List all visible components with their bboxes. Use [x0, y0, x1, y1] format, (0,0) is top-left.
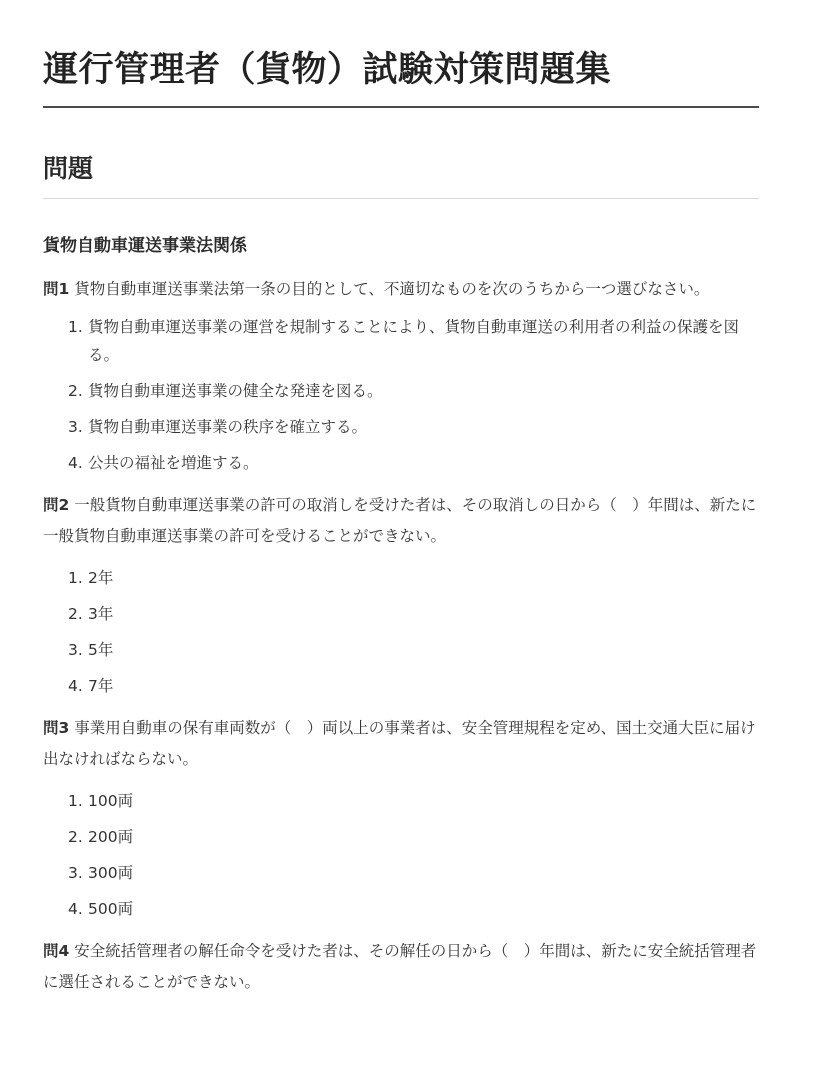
option-text: 3年: [88, 605, 114, 623]
question-3-option-1: [68, 787, 759, 815]
question-2-text: 一般貨物自動車運送事業の許可の取消しを受けた者は、その取消しの日から（ ）年間は、新たに一般貨物自動車運送事業の許可を受けることができない。: [43, 496, 757, 545]
option-text: 7年: [88, 677, 114, 695]
question-3-label: 問3: [43, 719, 70, 737]
category-title: 貨物自動車運送事業法関係: [43, 236, 247, 256]
question-2-option-2: [68, 600, 759, 628]
question-3-option-2: [68, 823, 759, 851]
option-text: 500両: [88, 900, 134, 918]
option-number: 2.: [68, 605, 83, 623]
question-3-text: 事業用自動車の保有車両数が（ ）両以上の事業者は、安全管理規程を定め、国土交通大臣に届け出なければならない。: [43, 719, 756, 768]
section-divider: [43, 198, 759, 199]
question-3-option-3: [68, 859, 759, 887]
section-title: 問題: [43, 154, 94, 183]
question-3: [43, 713, 759, 775]
question-1-option-2: [68, 377, 759, 405]
option-text: 200両: [88, 828, 134, 846]
option-number: 3.: [68, 641, 83, 659]
option-number: 2.: [68, 382, 83, 400]
option-text: 100両: [88, 792, 134, 810]
option-text: 公共の福祉を増進する。: [88, 454, 259, 472]
option-number: 3.: [68, 418, 83, 436]
question-2-label: 問2: [43, 496, 70, 514]
question-2-option-3: [68, 636, 759, 664]
document-title: 運行管理者（貨物）試験対策問題集: [43, 50, 612, 90]
question-4-label: 問4: [43, 942, 70, 960]
question-1-option-4: [68, 449, 759, 477]
option-number: 1.: [68, 569, 83, 587]
option-number: 4.: [68, 677, 83, 695]
question-4: [43, 936, 759, 998]
question-2: [43, 490, 759, 552]
option-text: 2年: [88, 569, 114, 587]
question-1-text: 貨物自動車運送事業法第一条の目的として、不適切なものを次のうちから一つ選びなさい。: [69, 280, 710, 298]
question-3-option-4: [68, 895, 759, 923]
title-divider: [43, 106, 759, 108]
question-1-options: [43, 313, 759, 477]
option-text: 300両: [88, 864, 134, 882]
question-1: [43, 274, 759, 305]
option-text: 5年: [88, 641, 114, 659]
option-number: 1.: [68, 318, 83, 336]
question-2-options: [43, 564, 759, 700]
question-4-text: 安全統括管理者の解任命令を受けた者は、その解任の日から（ ）年間は、新たに安全統括管理者に選任されることができない。: [43, 942, 757, 991]
option-number: 1.: [68, 792, 83, 810]
question-1-label: 問1: [43, 280, 70, 298]
option-number: 4.: [68, 454, 83, 472]
option-number: 2.: [68, 828, 83, 846]
question-1-option-1: [68, 313, 759, 369]
question-2-option-1: [68, 564, 759, 592]
option-number: 3.: [68, 864, 83, 882]
question-3-options: [43, 787, 759, 923]
option-text: 貨物自動車運送事業の運営を規制することにより、貨物自動車運送の利用者の利益の保護を図る。: [88, 318, 740, 364]
question-1-option-3: [68, 413, 759, 441]
option-number: 4.: [68, 900, 83, 918]
question-2-option-4: [68, 672, 759, 700]
option-text: 貨物自動車運送事業の健全な発達を図る。: [88, 382, 383, 400]
option-text: 貨物自動車運送事業の秩序を確立する。: [88, 418, 368, 436]
